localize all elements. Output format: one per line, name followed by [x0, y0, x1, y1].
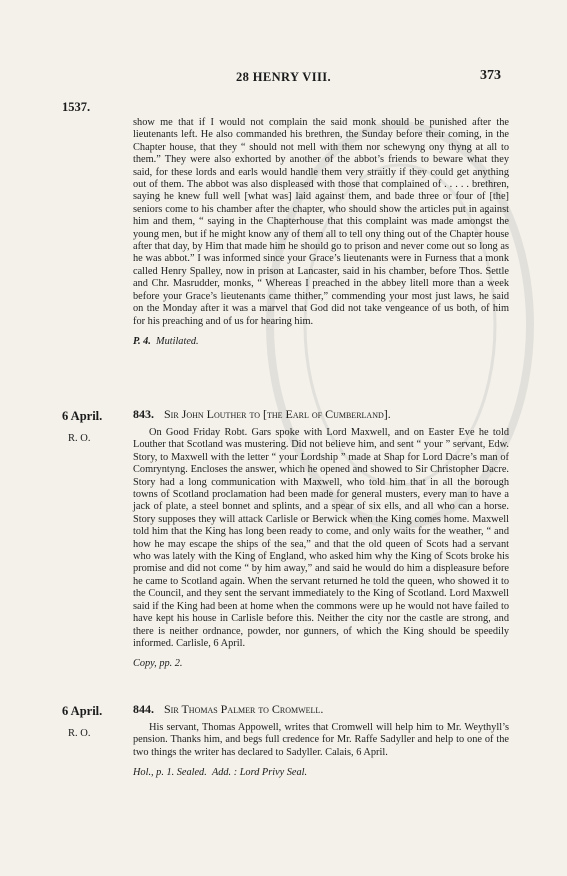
note-pages: Hol., p. 1. Sealed.	[133, 767, 207, 779]
page-number: 373	[480, 68, 501, 83]
entry-843-note	[133, 658, 509, 670]
entry-844-note	[133, 767, 509, 779]
note-pages: Copy, pp. 2.	[133, 658, 183, 670]
entry-843	[133, 407, 509, 670]
note-pages: P. 4.	[133, 335, 151, 347]
continued-entry	[133, 117, 509, 348]
entry-844-body: His servant, Thomas Appowell, writes that Cromwell will help him to Mr. Weythyll’s pension. Thanks him, and begs full credence for Mr. Raffe Sadyller and help to one of the two things the writer has declared to Sadyller. Calais, 6 April.	[133, 722, 509, 758]
entry-844-heading	[133, 702, 509, 716]
entry-title: Sir John Louther to [the Earl of Cumberland].	[164, 407, 391, 421]
running-title: 28 HENRY VIII.	[235, 70, 332, 84]
continued-entry-note	[133, 336, 509, 348]
entry-number: 843.	[133, 407, 154, 421]
entry-844-date: 6 April.	[62, 704, 103, 718]
note-condition: Mutilated.	[156, 335, 199, 347]
entry-843-date: 6 April.	[62, 409, 103, 423]
entry-843-ref: R. O.	[68, 433, 91, 444]
continued-entry-text: show me that if I would not complain the said monk should be punished after the lieutenants left. He also commanded his brethren, the Sunday before their coming, in the Chapter house, that they “ should not mell with them nor schewyng ony thyng at all to them.” They were also exhorted by another of the abbot’s friends to beware what they said, for these lords and earls would handle them very straitly if they could get anything out of them. The abbot was also displeased with those that complained of . . . . . brethren, saying he knew full well [what was] laid against them, and bade three or four of [the] seniors come to his chamber after the chapter, who should show the articles put in against him and them, “ saying in the Chapterhouse that this complaint was made amongst the young men, but if he might know any of them all to tell ony thing out of the Chapter house after that day, by Him that made him he should go to prison and never come out so long as he was abbot.” I was informed since your Grace’s lieutenants were in Furness that a monk called Henry Spalley, now in prison at Lancaster, said in his chamber, before Thos. Settle and Chr. Masrudder, monks, “ Whereas I preached in the abbey litell more than a week before your Grace’s lieutenants came thither,” commending your most just laws, he said on the Monday after it was a marvel that God did not take vengeance of us both, of him for his preaching and of us for hearing him.	[133, 117, 509, 327]
entry-844	[133, 702, 509, 779]
margin-year: 1537.	[62, 100, 91, 114]
entry-843-body: On Good Friday Robt. Gars spoke with Lord Maxwell, and on Easter Eve he told Louther that Scotland was mustering. Did not believe him, and sent “ your ” servant, Edw. Story, to Maxwell with the letter “ your Lordship ” made at Shap for Lord Dacre’s man of Comryntyng. Encloses the answer, which he opened and showed to Sir Christopher Dacre. Story had a long communication with Maxwell, who told him that in all the borough towns of Scotland proclamation had been made for general musters, every man to have a jack of plate, a steel bonnet and splints, and a spear of six ells, and all who can a horse. Story supposes they will attack Carlisle or Berwick when the King comes home. Maxwell told him that the King has long been ready to come, and only waits for the weather, “ and how he may escape the ships of the sea,” and that the old queen of Scots had a servant who was lately with the King of England, who asked him why the King of Scots broke his promise and did not come “ by him away,” and said he would do him a displeasure before he came to Scotland again. When the servant returned he told the queen, who showed it to the Council, and they sent the servant immediately to the King of Scotland. Lord Maxwell said if the King had been at home when the commons were up he would not have failed to have kept his house in Carlisle before this. Neither the city nor the castle are strong, and there is neither ordnance, powder, nor gunners, of which the King should be speedily informed. Carlisle, 6 April.	[133, 427, 509, 649]
entry-number: 844.	[133, 702, 154, 716]
entry-843-heading	[133, 407, 509, 421]
page-header	[0, 68, 567, 88]
note-address: Add. : Lord Privy Seal.	[211, 767, 308, 779]
entry-title: Sir Thomas Palmer to Cromwell.	[164, 702, 324, 716]
entry-844-ref: R. O.	[68, 728, 91, 739]
